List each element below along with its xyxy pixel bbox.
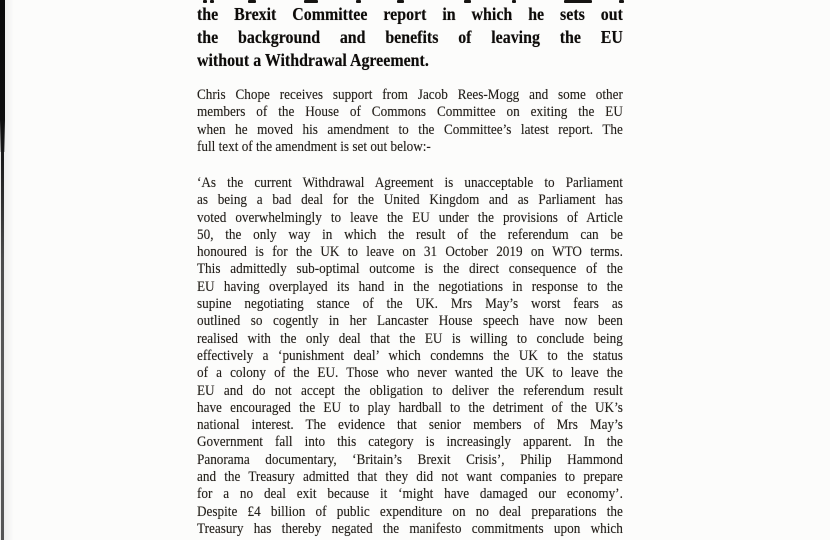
document-heading xyxy=(197,3,623,72)
body-line: 50, the only way in which the result of the referendum can be xyxy=(197,226,623,243)
body-line: effectively a ‘punishment deal’ which condemns the UK to the status xyxy=(197,347,623,364)
body-line: when he moved his amendment to the Committee’s latest report. The xyxy=(197,121,623,138)
body-line: realised with the only deal that the EU is willing to conclude being xyxy=(197,330,623,347)
body-line: for a no deal exit because it ‘might have damaged our economy’. xyxy=(197,486,623,503)
intro-paragraph xyxy=(197,87,623,156)
body-line: supine negotiating stance of the UK. Mrs May’s worst fears as xyxy=(197,296,623,313)
body-line: members of the House of Commons Committee on exiting the EU xyxy=(197,104,623,121)
body-line: Chris Chope receives support from Jacob Rees-Mogg and some other xyxy=(197,87,623,103)
body-line: of a colony of the EU. Those who never wanted the UK to leave the xyxy=(197,365,623,382)
body-line: Panorama documentary, ‘Britain’s Brexit Crisis’, Philip Hammond xyxy=(197,451,623,468)
body-line: as being a bad deal for the United Kingdom and as Parliament has xyxy=(197,192,623,209)
body-line: outlined so cogently in her Lancaster House speech have now been xyxy=(197,313,623,330)
body-line: have encouraged the EU to play hardball to the detriment of the UK’s xyxy=(197,399,623,416)
body-line: ‘As the current Withdrawal Agreement is unacceptable to Parliament xyxy=(197,175,623,191)
amendment-paragraph xyxy=(197,175,623,538)
scan-binding-edge-dark-top xyxy=(0,0,5,152)
body-line: national interest. The evidence that senior members of Mrs May’s xyxy=(197,417,623,434)
body-line: Government fall into this category is increasingly apparent. In the xyxy=(197,434,623,451)
body-line: Treasury has thereby negated the manifesto commitments upon which xyxy=(197,520,623,537)
body-line: honoured is for the UK to leave on 31 October 2019 on WTO terms. xyxy=(197,244,623,261)
body-line: Despite £4 billion of public expenditure on no deal preparations the xyxy=(197,503,623,520)
heading-line: the background and benefits of leaving the EU xyxy=(197,27,623,47)
body-line: This admittedly sub-optimal outcome is the direct consequence of the xyxy=(197,261,623,278)
body-line: EU and do not accept the obligation to deliver the referendum result xyxy=(197,382,623,399)
heading-line: the Brexit Committee report in which he sets out xyxy=(197,4,623,24)
body-line: full text of the amendment is set out below:- xyxy=(197,138,431,155)
heading-line: without a Withdrawal Agreement. xyxy=(197,50,429,70)
body-line: voted overwhelmingly to leave the EU under the provisions of Article xyxy=(197,209,623,226)
body-line: and the Treasury admitted that they did not want companies to prepare xyxy=(197,469,623,486)
body-line: EU having overplayed its hand in the negotiations in response to the xyxy=(197,278,623,295)
